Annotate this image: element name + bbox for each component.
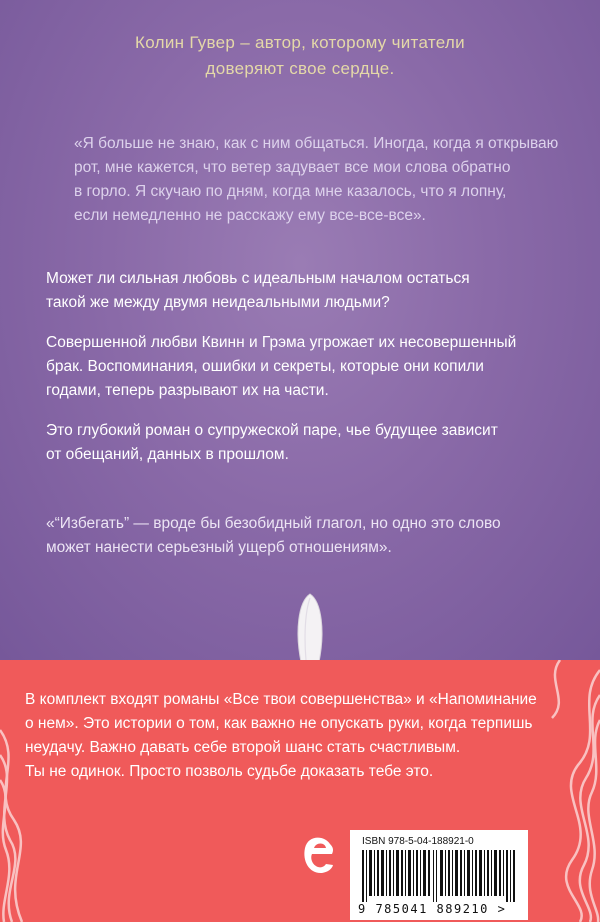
collection-blurb (25, 688, 580, 784)
isbn-label: ISBN 978-5-04-188921-0 (362, 836, 474, 847)
description-paragraph-2 (46, 331, 576, 403)
quote-line: «“Избегать” — вроде бы безобидный глагол, но одно это слово (46, 515, 501, 532)
paragraph-line: Это глубокий роман о супружеской паре, чье будущее зависит (46, 422, 498, 439)
blurb-line: о нем». Это истории о том, как важно не опускать руки, когда терпишь (25, 715, 533, 732)
blurb-line: В комплект входят романы «Все твои совершенства» и «Напоминание (25, 691, 537, 708)
tagline-line: доверяют свое сердце. (205, 59, 395, 78)
paragraph-line: Может ли сильная любовь с идеальным началом остаться (46, 270, 470, 287)
coral-panel (0, 660, 600, 922)
barcode-icon (360, 850, 518, 902)
paragraph-line: Совершенной любви Квинн и Грэма угрожает их несовершенный (46, 334, 517, 351)
description-paragraph-3 (46, 419, 576, 467)
paragraph-line: брак. Воспоминания, ошибки и секреты, которые они копили (46, 358, 484, 375)
tagline (0, 30, 600, 82)
quote-line: может нанести серьезный ущерб отношениям». (46, 539, 392, 556)
paragraph-line: годами, теперь разрывают их на части. (46, 382, 329, 399)
quote-line: «Я больше не знаю, как с ним общаться. Иногда, когда я открываю (74, 135, 559, 152)
quote-line: рот, мне кажется, что ветер задувает все мои слова обратно (74, 159, 511, 176)
isbn-digits: 9 785041 889210 > (358, 902, 507, 916)
book-quote (74, 132, 574, 228)
quote-line: в горло. Я скучаю по дням, когда мне казалось, что я лопну, (74, 183, 507, 200)
eksmo-logo-icon (300, 832, 336, 878)
description-paragraph-1 (46, 267, 576, 315)
petal-icon (293, 592, 327, 664)
isbn-barcode (350, 830, 528, 920)
blurb-line: Ты не одинок. Просто позволь судьбе доказать тебе это. (25, 763, 434, 780)
paragraph-line: такой же между двумя неидеальными людьми? (46, 294, 390, 311)
blurb-line: неудачу. Важно давать себе второй шанс стать счастливым. (25, 739, 461, 756)
tagline-line: Колин Гувер – автор, которому читатели (135, 33, 465, 52)
paragraph-line: от обещаний, данных в прошлом. (46, 446, 289, 463)
closing-quote (46, 512, 586, 560)
quote-line: если немедленно не расскажу ему все-все-все». (74, 207, 426, 224)
